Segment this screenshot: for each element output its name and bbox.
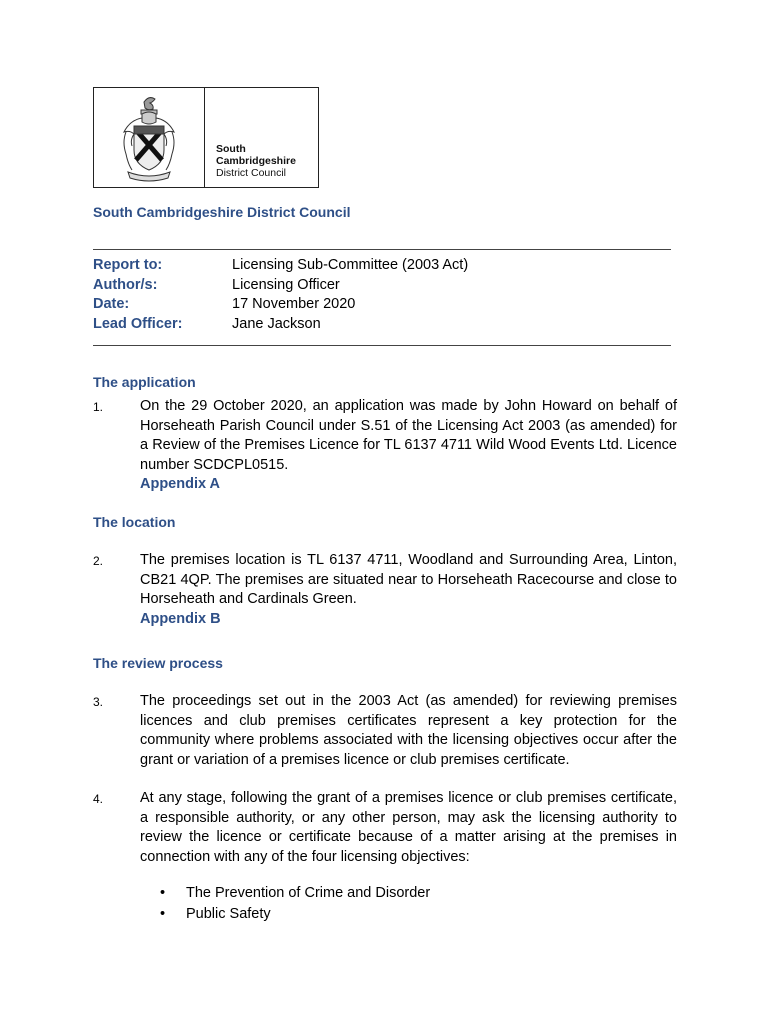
appendix-b-link: Appendix B [140,610,221,627]
coat-of-arms [94,88,205,187]
meta-label: Author/s: [93,276,158,293]
meta-value: Jane Jackson [232,315,321,332]
meta-label: Lead Officer: [93,315,183,332]
paragraph-text: On the 29 October 2020, an application was made by John Howard on behalf of Horseheath Parish Council under S.51 of the Licensing Act 2003 (as amended) for a Review of the Premises Licence for TL 6137 4711 Wild Wood Events Ltd. Licence number SCDCPL0515. Appendix A [140,397,677,495]
meta-value: 17 November 2020 [232,296,356,312]
list-item: • The Prevention of Crime and Disorder [160,883,430,904]
meta-row-date [93,295,468,315]
logo-line-3: District Council [216,167,287,179]
paragraph-3 [93,692,677,770]
divider-top [93,249,671,250]
paragraph-text: The proceedings set out in the 2003 Act (as amended) for reviewing premises licences and club premises certificates represent a key protection for the community where problems associated with the licensing objectives occur after the grant or variation of a premises licence or club premises certificate. [140,693,677,768]
meta-row-lead-officer [93,315,468,335]
appendix-a-link: Appendix A [140,476,221,492]
logo-line-1: South [216,143,246,155]
meta-value: Licensing Sub-Committee (2003 Act) [232,257,469,273]
paragraph-text: At any stage, following the grant of a premises licence or club premises certificate, a responsible authority, or any other person, may ask the licensing authority to review the licence or certificate because of a matter arising at the premises in connection with any of the four licensing objectives: [140,790,677,865]
heading-location: The location [93,514,176,530]
meta-value: Licensing Officer [232,276,340,293]
bullet-icon: • [160,905,166,922]
council-title: South Cambridgeshire District Council [93,204,351,220]
meta-row-report-to [93,256,468,276]
paragraph-number: 2. [93,554,104,568]
council-logo [93,87,319,188]
paragraph-number: 4. [93,792,104,806]
list-item: • Public Safety [160,904,430,925]
logo-line-2: Cambridgeshire [216,155,296,167]
paragraph-1 [93,397,677,495]
licensing-objectives-list [160,883,430,924]
report-meta [93,256,468,334]
divider-bottom [93,345,671,346]
meta-label: Report to: [93,257,163,273]
meta-label: Date: [93,296,130,312]
paragraph-number: 3. [93,695,104,709]
heading-application: The application [93,374,196,390]
meta-row-authors [93,276,468,296]
paragraph-4 [93,789,677,867]
bullet-icon: • [160,885,166,901]
paragraph-2 [93,551,677,629]
logo-wordmark [205,88,318,187]
heading-review-process: The review process [93,655,223,671]
paragraph-text: The premises location is TL 6137 4711, Woodland and Surrounding Area, Linton, CB21 4QP. The premises are situated near to Horseheath Racecourse and close to Horseheath and Cardinals Green. Appendix B [140,551,677,629]
paragraph-number: 1. [93,400,104,414]
coat-of-arms-icon [114,92,184,184]
